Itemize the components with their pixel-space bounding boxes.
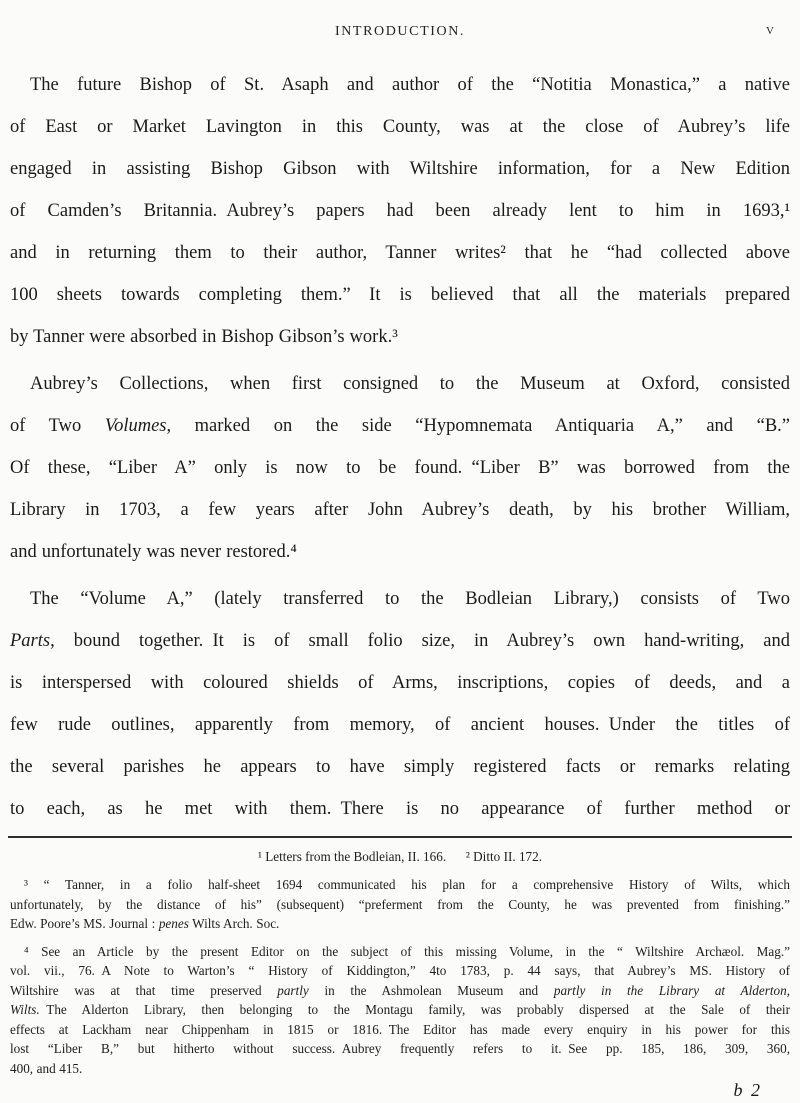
page-header: [0, 0, 800, 40]
footnote-refs: ¹ Letters from the Bodleian, II. 166. ² Ditto II. 172.: [257, 849, 543, 864]
signature-mark: b 2: [733, 1080, 762, 1100]
body-text: [10, 64, 790, 830]
footnotes: [10, 847, 790, 1078]
footnote-3: ³ “ Tanner, in a folio half-sheet 1694 communicated his plan for a comprehensive History of Wilts, which unfortunately, by the distance of his” (subsequent) “preferment from the County, he was prevented from finishing.” Edw. Poore’s MS. Journal : penes Wilts Arch. Soc.: [10, 877, 790, 931]
page-number: v: [766, 22, 774, 38]
footnote-divider: [8, 836, 792, 838]
paragraph-1: The future Bishop of St. Asaph and author of the “Notitia Monastica,” a native of East or Market Lavington in this County, was at the close of Aubrey’s life engaged in assisting Bishop Gibson with Wiltshire information, for a New Edition of Camden’s Britannia. Aubrey’s papers had been already lent to him in 1693,¹ and in returning them to their author, Tanner writes² that he “had collected above 100 sheets towards completing them.” It is believed that all the materials prepared by Tanner were absorbed in Bishop Gibson’s work.³: [10, 75, 790, 347]
page-title: INTRODUCTION.: [334, 24, 466, 39]
paragraph-2: Aubrey’s Collections, when first consigned to the Museum at Oxford, consisted of Two Volumes, marked on the side “Hypomnemata Antiquaria A,” and “B.” Of these, “Liber A” only is now to be found. “Liber B” was borrowed from the Library in 1703, a few years after John Aubrey’s death, by his brother William, and unfortunately was never restored.⁴: [10, 374, 790, 562]
paragraph-3: The “Volume A,” (lately transferred to the Bodleian Library,) consists of Two Parts, bound together. It is of small folio size, in Aubrey’s own hand-writing, and is interspersed with coloured shields of Arms, inscriptions, copies of deeds, and a few rude outlines, apparently from memory, of ancient houses. Under the titles of the several parishes he appears to have simply registered facts or remarks relating to each, as he met with them. There is no appearance of further method or: [10, 589, 790, 819]
footnote-4: ⁴ See an Article by the present Editor on the subject of this missing Volume, in the “ Wiltshire Archæol. Mag.” vol. vii., 76. A Note to Warton’s “ History of Kiddington,” 4to 1783, p. 44 says, that Aubrey’s MS. History of Wiltshire was at that time preserved partly in the Ashmolean Museum and partly in the Library at Alderton, Wilts. The Alderton Library, then belonging to the Montagu family, was probably dispersed at the Sale of their effects at Lackham near Chippenham in 1815 or 1816. The Editor has made every enquiry in his power for this lost “Liber B,” but hitherto without success. Aubrey frequently refers to it. See pp. 185, 186, 309, 360, 400, and 415.: [10, 943, 790, 1076]
